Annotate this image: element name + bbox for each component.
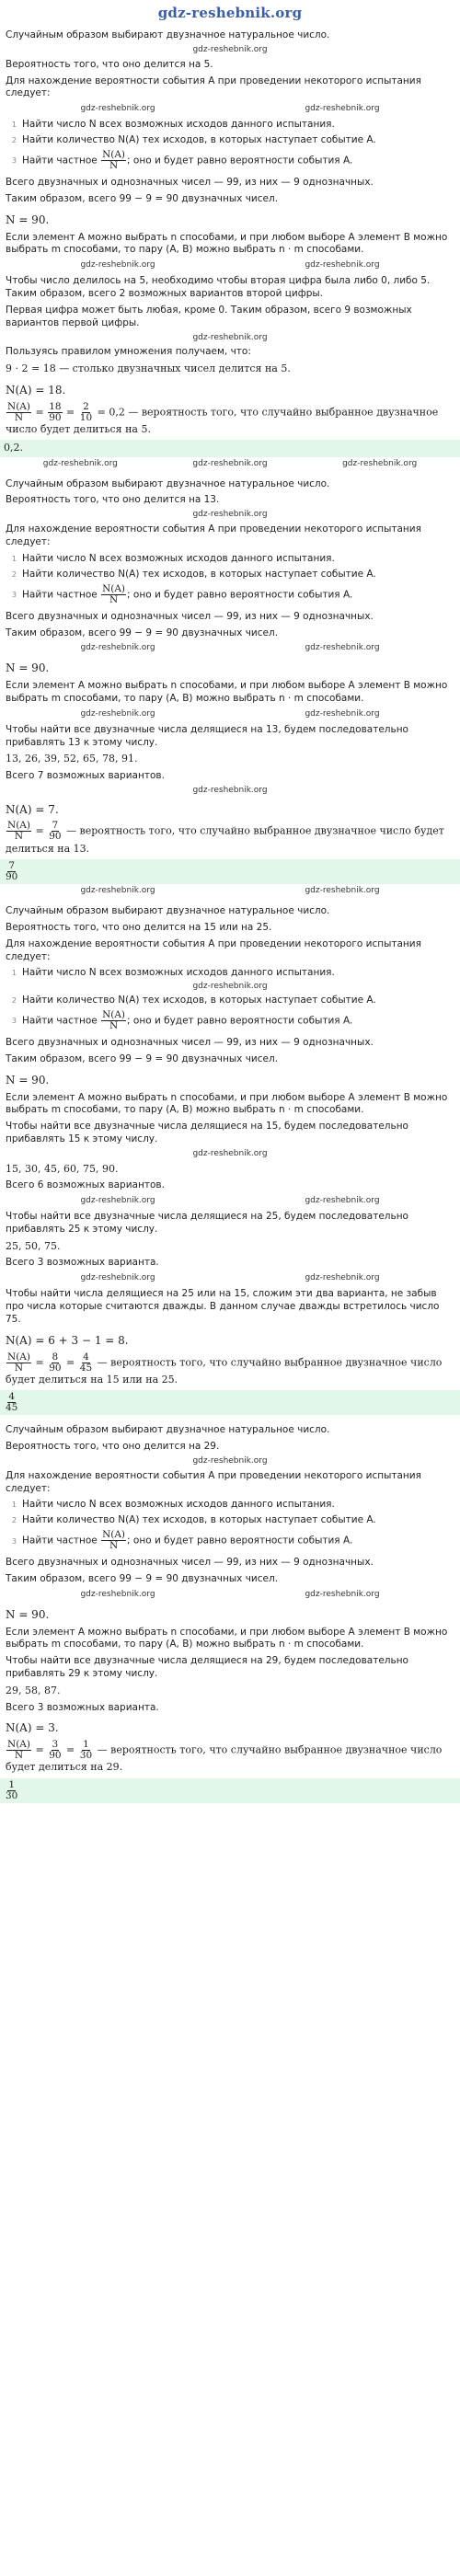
site-header <box>0 0 460 26</box>
watermark-row: gdz-reshebnik.org gdz-reshebnik.org <box>80 643 380 653</box>
total-text: Таким образом, всего 99 − 9 = 90 двузначных чисел. <box>6 192 279 204</box>
answer: 0,2. <box>0 440 460 457</box>
problem-4 <box>0 1424 460 1803</box>
number-sequence: 29, 58, 87. <box>6 1685 61 1697</box>
watermark-row: gdz-reshebnik.org gdz-reshebnik.org <box>80 1196 380 1206</box>
n-equation: N = 90. <box>6 213 50 226</box>
watermark-row: gdz-reshebnik.org gdz-reshebnik.org <box>80 1589 380 1599</box>
watermark-row: gdz-reshebnik.org gdz-reshebnik.org <box>80 104 380 114</box>
n-equation: N = 90. <box>6 661 50 675</box>
watermark: gdz-reshebnik.org <box>192 44 268 54</box>
step-2: 2 Найти количество N(A) тех исходов, в которых наступает событие A. <box>11 134 376 146</box>
problem-intro: Случайным образом выбирают двузначное натуральное число. <box>6 477 330 489</box>
probability-line: $\frac{N(A)}{N}$ = $\frac{8}{90}$ = $\frac{4}{45}$ — вероятность того, что случайно выбранное двузначное число будет делиться на 15 или на 25. <box>6 1351 443 1386</box>
steps-list <box>6 1499 454 1551</box>
count-text: Всего двузначных и однозначных чисел — 99, из них — 9 однозначных. <box>6 1557 374 1569</box>
body-text: Чтобы найти все двузначные числа делящиеся на 13, будем последовательно прибавлять 13 к этому числу. <box>6 723 408 748</box>
steps-list <box>6 119 454 171</box>
step-3: 3 Найти частное $\frac{N(A)}{N}$ ; оно и будет равно вероятности события A. <box>11 1529 353 1552</box>
na-equation: N(A) = 7. <box>6 802 59 816</box>
problem-question: Вероятность того, что оно делится на 5. <box>6 58 213 70</box>
number-sequence: 15, 30, 45, 60, 75, 90. <box>6 1162 119 1175</box>
step-1: 1 Найти число N всех возможных исходов данного испытания. <box>11 967 335 979</box>
na-equation: N(A) = 3. <box>6 1721 59 1735</box>
watermark-row: gdz-reshebnik.org gdz-reshebnik.org gdz-reshebnik.org <box>42 458 418 468</box>
step-2: 2 Найти количество N(A) тех исходов, в которых наступает событие A. <box>11 568 376 580</box>
body-text: Всего 3 возможных варианта. <box>6 1701 159 1713</box>
watermark-row: gdz-reshebnik.org gdz-reshebnik.org <box>80 708 380 719</box>
n-equation: N = 90. <box>6 1073 50 1087</box>
problem-2 <box>0 478 460 897</box>
watermark: gdz-reshebnik.org <box>192 1148 268 1158</box>
body-text: Чтобы найти все двузначные числа делящиеся на 15, будем последовательно прибавлять 15 к этому числу. <box>6 1121 408 1145</box>
watermark: gdz-reshebnik.org <box>192 785 268 795</box>
step-3: 3 Найти частное $\frac{N(A)}{N}$ ; оно и будет равно вероятности события A. <box>11 148 353 171</box>
problem-3 <box>0 905 460 1415</box>
body-text: Чтобы найти числа делящиеся на 25 или на 15, сложим эти два варианта, не забыв про числа которые считаются дважды. В данном случае дважды встретилось число 75. <box>6 1288 440 1325</box>
fraction: $\frac{N(A)}{N}$ <box>102 1008 126 1031</box>
method-text: Для нахождение вероятности события A при проведении некоторого испытания следует: <box>6 75 421 99</box>
total-text: Таким образом, всего 99 − 9 = 90 двузначных чисел. <box>6 627 279 638</box>
multiplication-rule: Если элемент A можно выбрать n способами, и при любом выборе A элемент B можно выбрать m способами, то пару (A, B) можно выбрать n · m способами. <box>6 1626 448 1650</box>
method-text: Для нахождение вероятности события A при проведении некоторого испытания следует: <box>6 523 421 548</box>
fraction: $\frac{N(A)}{N}$ <box>102 582 126 605</box>
body-text: Первая цифра может быть любая, кроме 0. Таким образом, всего 9 возможных вариантов первой цифры. <box>6 304 412 328</box>
watermark: gdz-reshebnik.org <box>192 332 268 342</box>
watermark: gdz-reshebnik.org <box>192 1455 268 1466</box>
problem-question: Вероятность того, что оно делится на 13. <box>6 494 220 506</box>
step-3: 3 Найти частное $\frac{N(A)}{N}$ ; оно и будет равно вероятности события A. <box>11 1008 353 1031</box>
multiplication-rule: Если элемент A можно выбрать n способами, и при любом выборе A элемент B можно выбрать m способами, то пару (A, B) можно выбрать n · m способами. <box>6 1091 448 1116</box>
step-1: 1 Найти число N всех возможных исходов данного испытания. <box>11 119 335 131</box>
watermark: gdz-reshebnik.org <box>192 510 268 520</box>
body-text: Чтобы число делилось на 5, необходимо чтобы вторая цифра была либо 0, либо 5. Таким образом, всего 2 возможных вариантов второй цифры. <box>6 275 431 299</box>
problem-question: Вероятность того, что оно делится на 29. <box>6 1440 220 1452</box>
body-text: Всего 6 возможных вариантов. <box>6 1179 165 1191</box>
body-text: Пользуясь правилом умножения получаем, что: <box>6 346 251 358</box>
total-text: Таким образом, всего 99 − 9 = 90 двузначных чисел. <box>6 1052 279 1064</box>
body-text: Всего 7 возможных вариантов. <box>6 769 165 781</box>
watermark-row: gdz-reshebnik.org gdz-reshebnik.org <box>80 260 380 270</box>
answer: $\frac{7}{90}$ <box>0 859 460 884</box>
step-1: 1 Найти число N всех возможных исходов данного испытания. <box>11 552 335 564</box>
method-text: Для нахождение вероятности события A при проведении некоторого испытания следует: <box>6 1469 421 1494</box>
count-text: Всего двузначных и однозначных чисел — 99, из них — 9 однозначных. <box>6 610 374 622</box>
watermark-row: gdz-reshebnik.org gdz-reshebnik.org <box>80 886 380 896</box>
fraction: $\frac{N(A)}{N}$ <box>102 1529 126 1552</box>
method-text: Для нахождение вероятности события A при проведении некоторого испытания следует: <box>6 937 421 962</box>
probability-line: $\frac{N(A)}{N}$ = $\frac{3}{90}$ = $\frac{1}{30}$ — вероятность того, что случайно выбранное двузначное число будет делиться на 29. <box>6 1739 443 1774</box>
probability-line: $\frac{N(A)}{N}$ = $\frac{7}{90}$ — вероятность того, что случайно выбранное двузначное число будет делиться на 13. <box>6 820 444 855</box>
n-equation: N = 90. <box>6 1607 50 1621</box>
step-2: 2 Найти количество N(A) тех исходов, в которых наступает событие A. <box>11 995 376 1006</box>
body-equation: 9 · 2 = 18 — столько двузначных чисел делится на 5. <box>6 362 291 375</box>
na-equation: N(A) = 6 + 3 − 1 = 8. <box>6 1333 129 1347</box>
total-text: Таким образом, всего 99 − 9 = 90 двузначных чисел. <box>6 1573 279 1585</box>
problem-intro: Случайным образом выбирают двузначное натуральное число. <box>6 29 330 40</box>
problem-intro: Случайным образом выбирают двузначное натуральное число. <box>6 904 330 916</box>
number-sequence: 13, 26, 39, 52, 65, 78, 91. <box>6 753 138 765</box>
answer: $\frac{4}{45}$ <box>0 1390 460 1415</box>
step-2: 2 Найти количество N(A) тех исходов, в которых наступает событие A. <box>11 1514 376 1526</box>
multiplication-rule: Если элемент A можно выбрать n способами, и при любом выборе A элемент B можно выбрать m способами, то пару (A, B) можно выбрать n · m способами. <box>6 680 448 704</box>
steps-list <box>6 553 454 605</box>
watermark-row: gdz-reshebnik.org gdz-reshebnik.org <box>80 1273 380 1283</box>
watermark: gdz-reshebnik.org <box>192 982 268 992</box>
multiplication-rule: Если элемент A можно выбрать n способами, и при любом выборе A элемент B можно выбрать m способами, то пару (A, B) можно выбрать n · m способами. <box>6 231 448 256</box>
steps-list <box>6 967 454 1031</box>
site-logo[interactable]: gdz-reshebnik.org <box>157 5 303 21</box>
body-text: Чтобы найти все двузначные числа делящиеся на 29, будем последовательно прибавлять 29 к этому числу. <box>6 1655 408 1680</box>
body-text: Чтобы найти все двузначные числа делящиеся на 25, будем последовательно прибавлять 25 к этому числу. <box>6 1211 408 1235</box>
step-3: 3 Найти частное $\frac{N(A)}{N}$ ; оно и будет равно вероятности события A. <box>11 582 353 605</box>
body-text: Всего 3 возможных варианта. <box>6 1257 159 1269</box>
problem-1 <box>0 29 460 470</box>
problem-intro: Случайным образом выбирают двузначное натуральное число. <box>6 1424 330 1436</box>
answer: $\frac{1}{30}$ <box>0 1778 460 1803</box>
number-sequence: 25, 50, 75. <box>6 1239 61 1252</box>
step-1: 1 Найти число N всех возможных исходов данного испытания. <box>11 1499 335 1511</box>
count-text: Всего двузначных и однозначных чисел — 99, из них — 9 однозначных. <box>6 1037 374 1048</box>
problem-question: Вероятность того, что оно делится на 15 или на 25. <box>6 921 272 933</box>
na-equation: N(A) = 18. <box>6 383 66 397</box>
count-text: Всего двузначных и однозначных чисел — 99, из них — 9 однозначных. <box>6 176 374 188</box>
probability-line: $\frac{N(A)}{N}$ = $\frac{18}{90}$ = $\frac{2}{10}$ = 0,2 — вероятность того, что случайно выбранное двузначное число будет делиться на 5. <box>6 400 439 435</box>
fraction: $\frac{N(A)}{N}$ <box>102 148 126 171</box>
